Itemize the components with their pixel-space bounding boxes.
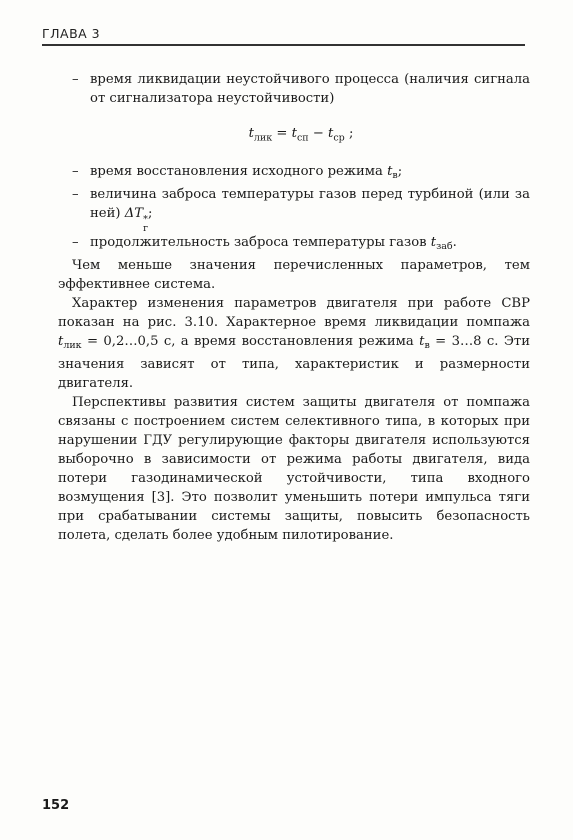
paragraph-text: Характер изменения параметров двигателя при работе СВР показан на рис. 3.10. Характерное время ликвидации помпажа — [58, 295, 530, 330]
inline-tail: . — [452, 234, 457, 250]
list-item-text: время ликвидации неустойчивого процесса (наличия сигнала от сигнализатора неустойчивости) — [90, 72, 530, 106]
formula-minus: − — [308, 126, 329, 141]
inline-var: ΔT — [124, 205, 144, 221]
list-item-liquidation-time — [72, 70, 530, 108]
formula-sub: ср — [333, 132, 345, 144]
formula-eq: = — [272, 126, 292, 141]
page-body — [58, 70, 530, 545]
paragraph-prospects: Перспективы развития систем защиты двигателя от помпажа связаны с построением систем селективного типа, в которых при нарушении ГДУ регулирующие факторы двигателя используются выборочно в зависимости от режима работы двигателя, вида потери газодинамической устойчивости, типа входного возмущения [3]. Это позволит уменьшить потери импульса тяги при срабатывании системы защиты, повысить безопасность полета, сделать более удобным пилотирование. — [58, 394, 530, 543]
list-item-text: время восстановления исходного режима — [90, 163, 388, 179]
header-rule — [42, 44, 525, 46]
paragraph-parameter-change — [58, 294, 530, 393]
inline-var: t — [58, 333, 64, 349]
inline-var: t — [387, 163, 393, 179]
formula-t-lik — [72, 124, 530, 148]
formula-sub: лик — [253, 132, 273, 144]
inline-var: t — [430, 234, 437, 250]
inline-sub: заб — [436, 240, 453, 252]
list-item-overshoot-duration — [72, 233, 530, 256]
formula-sub: сп — [296, 132, 309, 144]
paragraph-text: = 3…8 с. Эти значения зависят от типа, характеристик и размерности двигателя. — [58, 333, 530, 391]
inline-tail: ; — [148, 205, 153, 221]
inline-tail: ; — [397, 163, 403, 179]
list-item-text: продолжительность заброса температуры газов — [90, 234, 431, 250]
inline-sup: * — [143, 213, 148, 225]
list-item-recovery-time — [72, 162, 530, 185]
formula-var: t — [248, 126, 254, 141]
list-dash: – — [72, 234, 79, 250]
list-item-text: величина заброса температуры газов перед турбиной (или за ней) — [90, 186, 530, 221]
inline-sub: в — [392, 169, 398, 181]
formula-var: t — [328, 126, 334, 141]
inline-sub: г — [143, 222, 149, 234]
paragraph-text: = 0,2…0,5 с, а время восстановления режима — [81, 333, 420, 349]
list-dash: – — [72, 186, 79, 202]
inline-sub: в — [424, 339, 430, 351]
list-dash: – — [72, 163, 79, 179]
page-number: 152 — [42, 798, 70, 813]
paragraph-efficiency: Чем меньше значения перечисленных параметров, тем эффективнее система. — [58, 257, 530, 292]
inline-var: t — [419, 333, 425, 349]
list-dash: – — [72, 72, 79, 87]
formula-tail: ; — [344, 126, 354, 141]
chapter-header: ГЛАВА 3 — [42, 26, 101, 41]
formula-var: t — [291, 126, 297, 141]
inline-sub: лик — [63, 339, 82, 351]
list-item-temperature-overshoot — [72, 185, 530, 233]
